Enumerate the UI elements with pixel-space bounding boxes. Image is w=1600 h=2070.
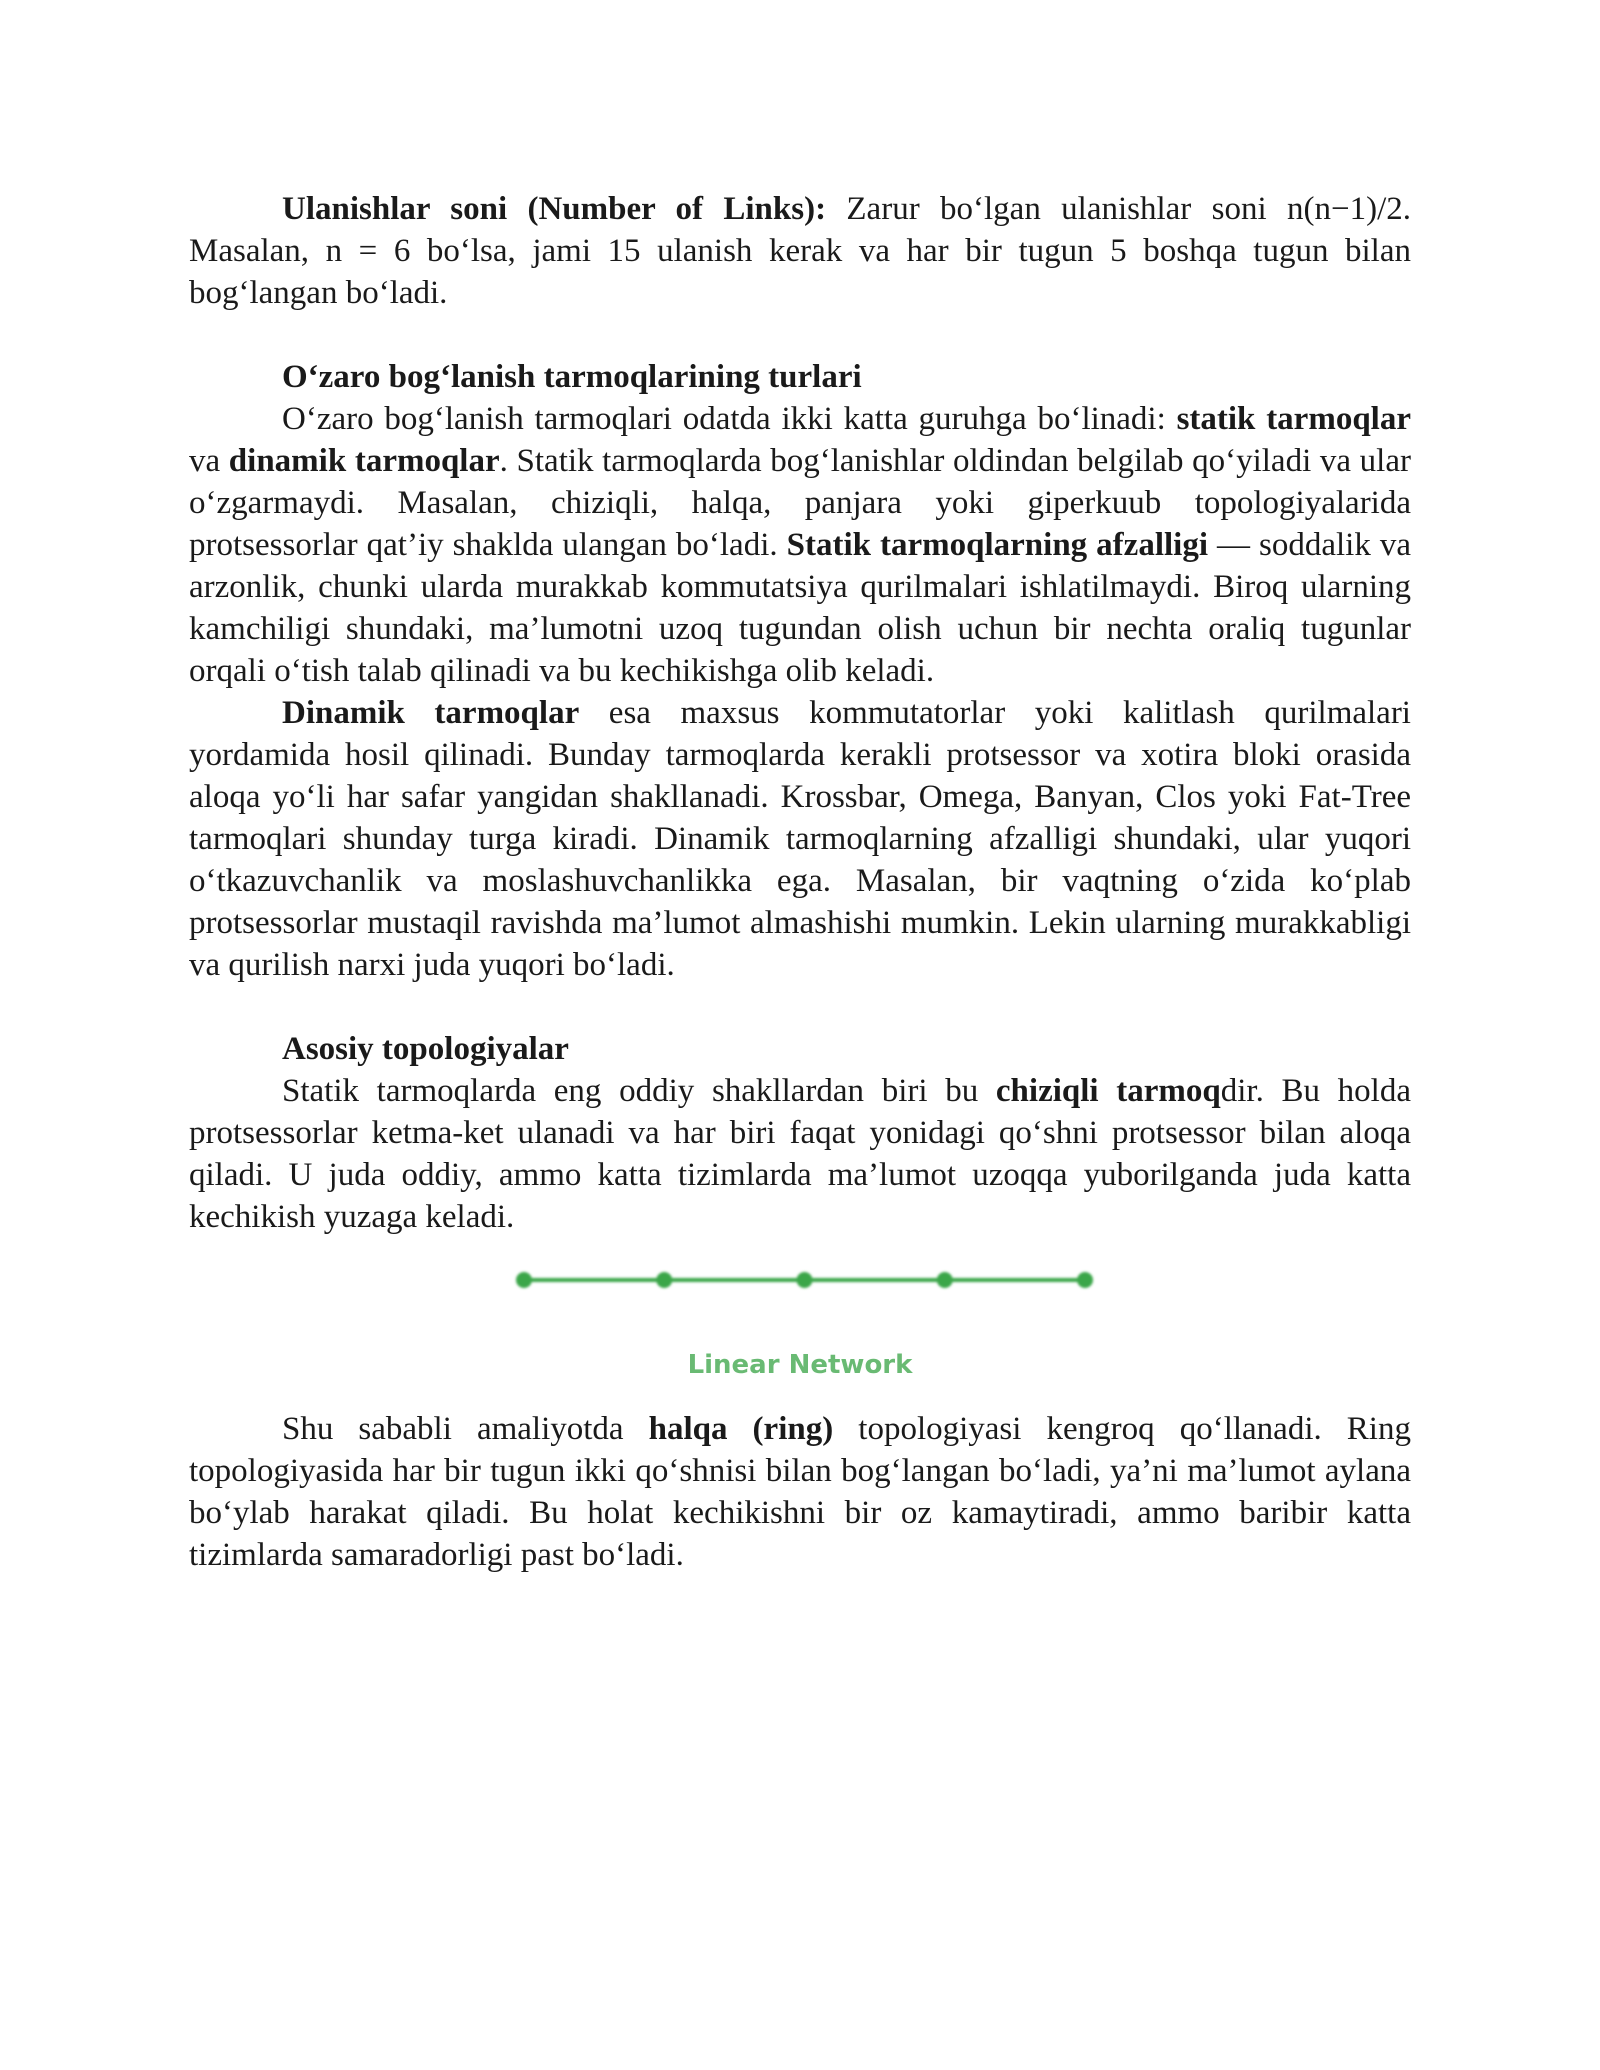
network-node xyxy=(656,1272,672,1288)
bold-dynamic-networks-lead: Dinamik tarmoqlar xyxy=(282,695,580,731)
spacer xyxy=(189,314,1411,356)
network-node xyxy=(937,1272,953,1288)
network-node xyxy=(797,1272,813,1288)
paragraph-static-networks xyxy=(189,398,1411,692)
term-number-of-links: Ulanishlar soni (Number of Links): xyxy=(282,191,827,227)
spacer xyxy=(189,986,1411,1028)
text-span: Statik tarmoqlarda eng oddiy shakllardan biri bu xyxy=(282,1073,996,1109)
heading-main-topologies: Asosiy topologiyalar xyxy=(282,1031,569,1067)
paragraph-linear-network xyxy=(189,1070,1411,1238)
text-span: O‘zaro bog‘lanish tarmoqlari odatda ikki katta guruhga bo‘linadi: xyxy=(282,401,1177,437)
bold-static-networks: statik tarmoqlar xyxy=(1176,401,1411,437)
document-page xyxy=(189,188,1411,1576)
text-span: topologiyasi kengroq qo‘llanadi. Ring topologiyasida har bir tugun ikki qo‘shnisi bilan bog‘langan bo‘ladi, ya’ni ma’lumot aylana bo‘ylab harakat qiladi. Bu holat kechikishni bir oz kamaytiradi, ammo baribir katta tizimlarda samaradorligi past bo‘ladi. xyxy=(189,1411,1411,1573)
text-span: dir. Bu holda protsessorlar ketma-ket ulanadi va har biri faqat yonidagi qo‘shni protsessor bilan aloqa qiladi. U juda oddiy, ammo katta tizimlarda ma’lumot uzoqqa yuborilganda juda katta kechikish yuzaga keladi. xyxy=(189,1073,1411,1235)
bold-dynamic-networks: dinamik tarmoqlar xyxy=(228,443,500,479)
figure-caption: Linear Network xyxy=(687,1350,913,1380)
text-span: . Statik tarmoqlarda bog‘lanishlar oldindan belgilab qo‘yiladi va ular o‘zgarmaydi. Masalan, chiziqli, halqa, panjara yoki giperkuub topologiyalarida protsessorlar qat’iy shaklda ulangan bo‘ladi. xyxy=(189,443,1411,563)
linear-network-diagram xyxy=(189,1250,1411,1350)
paragraph-ring-network xyxy=(189,1408,1411,1576)
bold-static-advantage: Statik tarmoqlarning afzalligi xyxy=(786,527,1208,563)
paragraph-number-of-links xyxy=(189,188,1411,314)
paragraph-dynamic-networks xyxy=(189,692,1411,986)
linear-network-figure xyxy=(189,1250,1411,1400)
network-node xyxy=(1077,1272,1093,1288)
network-node xyxy=(516,1272,532,1288)
bold-linear-network: chiziqli tarmoq xyxy=(995,1073,1221,1109)
text-span: esa maxsus kommutatorlar yoki kalitlash qurilmalari yordamida hosil qilinadi. Bunday tarmoqlarda kerakli protsessor va xotira bloki orasida aloqa yo‘li har safar yangidan shakllanadi. Krossbar, Omega, Banyan, Clos yoki Fat-Tree tarmoqlari shunday turga kiradi. Dinamik tarmoqlarning afzalligi shundaki, ular yuqori o‘tkazuvchanlik va moslashuvchanlikka ega. Masalan, bir vaqtning o‘zida ko‘plab protsessorlar mustaqil ravishda ma’lumot almashishi mumkin. Lekin ularning murakkabligi va qurilish narxi juda yuqori bo‘ladi. xyxy=(189,695,1411,983)
bold-ring: halqa (ring) xyxy=(648,1411,834,1447)
heading-network-types: O‘zaro bog‘lanish tarmoqlarining turlari xyxy=(282,359,862,395)
text-number-of-links: Zarur bo‘lgan ulanishlar soni n(n−1)/2. Masalan, n = 6 bo‘lsa, jami 15 ulanish kerak va har bir tugun 5 boshqa tugun bilan bog‘langan bo‘ladi. xyxy=(189,191,1411,311)
text-span: — soddalik va arzonlik, chunki ularda murakkab kommutatsiya qurilmalari ishlatilmaydi. Biroq ularning kamchiligi shundaki, ma’lumotni uzoq tugundan olish uchun bir nechta oraliq tugunlar orqali o‘tish talab qilinadi va bu kechikishga olib keladi. xyxy=(189,527,1411,689)
text-span: Shu sababli amaliyotda xyxy=(282,1411,649,1447)
text-span: va xyxy=(189,443,229,479)
